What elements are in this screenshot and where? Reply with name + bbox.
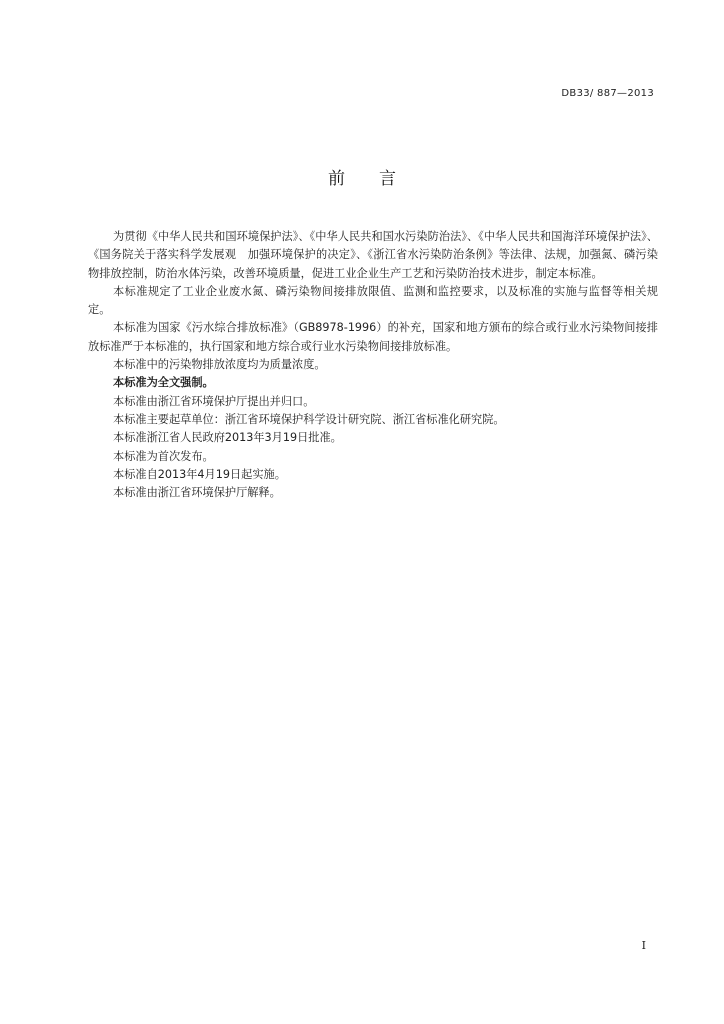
paragraph-concentration: 本标准中的污染物排放浓度均为质量浓度。 (113, 358, 326, 372)
paragraph-legal-basis: 为贯彻《中华人民共和国环境保护法》、《中华人民共和国水污染防治法》、《中华人民共和国海洋环境保护法》、《国务院关于落实科学发展观 加强环境保护的决定》、《浙江省水污染防治条例》等法律、法规，加强氮、磷污染物排放控制，防治水体污染，改善环境质量，促进工业企业生产工艺和污染防治技术进步，制定本标准。 (88, 230, 658, 280)
page-title: 前言 (328, 169, 430, 189)
foreword-body (88, 228, 658, 502)
paragraph-first-release: 本标准为首次发布。 (113, 449, 214, 463)
standard-code: DB33/ 887—2013 (561, 88, 654, 99)
page-number: I (641, 939, 646, 952)
paragraph-drafters: 本标准主要起草单位：浙江省环境保护科学设计研究院、浙江省标准化研究院。 (113, 412, 505, 426)
paragraph-scope: 本标准规定了工业企业废水氮、磷污染物间接排放限值、监测和监控要求，以及标准的实施与监督等相关规定。 (88, 284, 658, 317)
paragraph-supplement: 本标准为国家《污水综合排放标准》（GB8978-1996）的补充，国家和地方颁布的综合或行业水污染物间接排放标准严于本标准的，执行国家和地方综合或行业水污染物间接排放标准。 (88, 321, 658, 353)
paragraph-proposer: 本标准由浙江省环境保护厅提出并归口。 (113, 394, 315, 408)
paragraph-interpretation: 本标准由浙江省环境保护厅解释。 (113, 486, 281, 500)
paragraph-approval: 本标准浙江省人民政府2013年3月19日批准。 (113, 431, 342, 445)
paragraph-effective-date: 本标准自2013年4月19日起实施。 (113, 467, 286, 481)
paragraph-mandatory: 本标准为全文强制。 (113, 376, 214, 390)
